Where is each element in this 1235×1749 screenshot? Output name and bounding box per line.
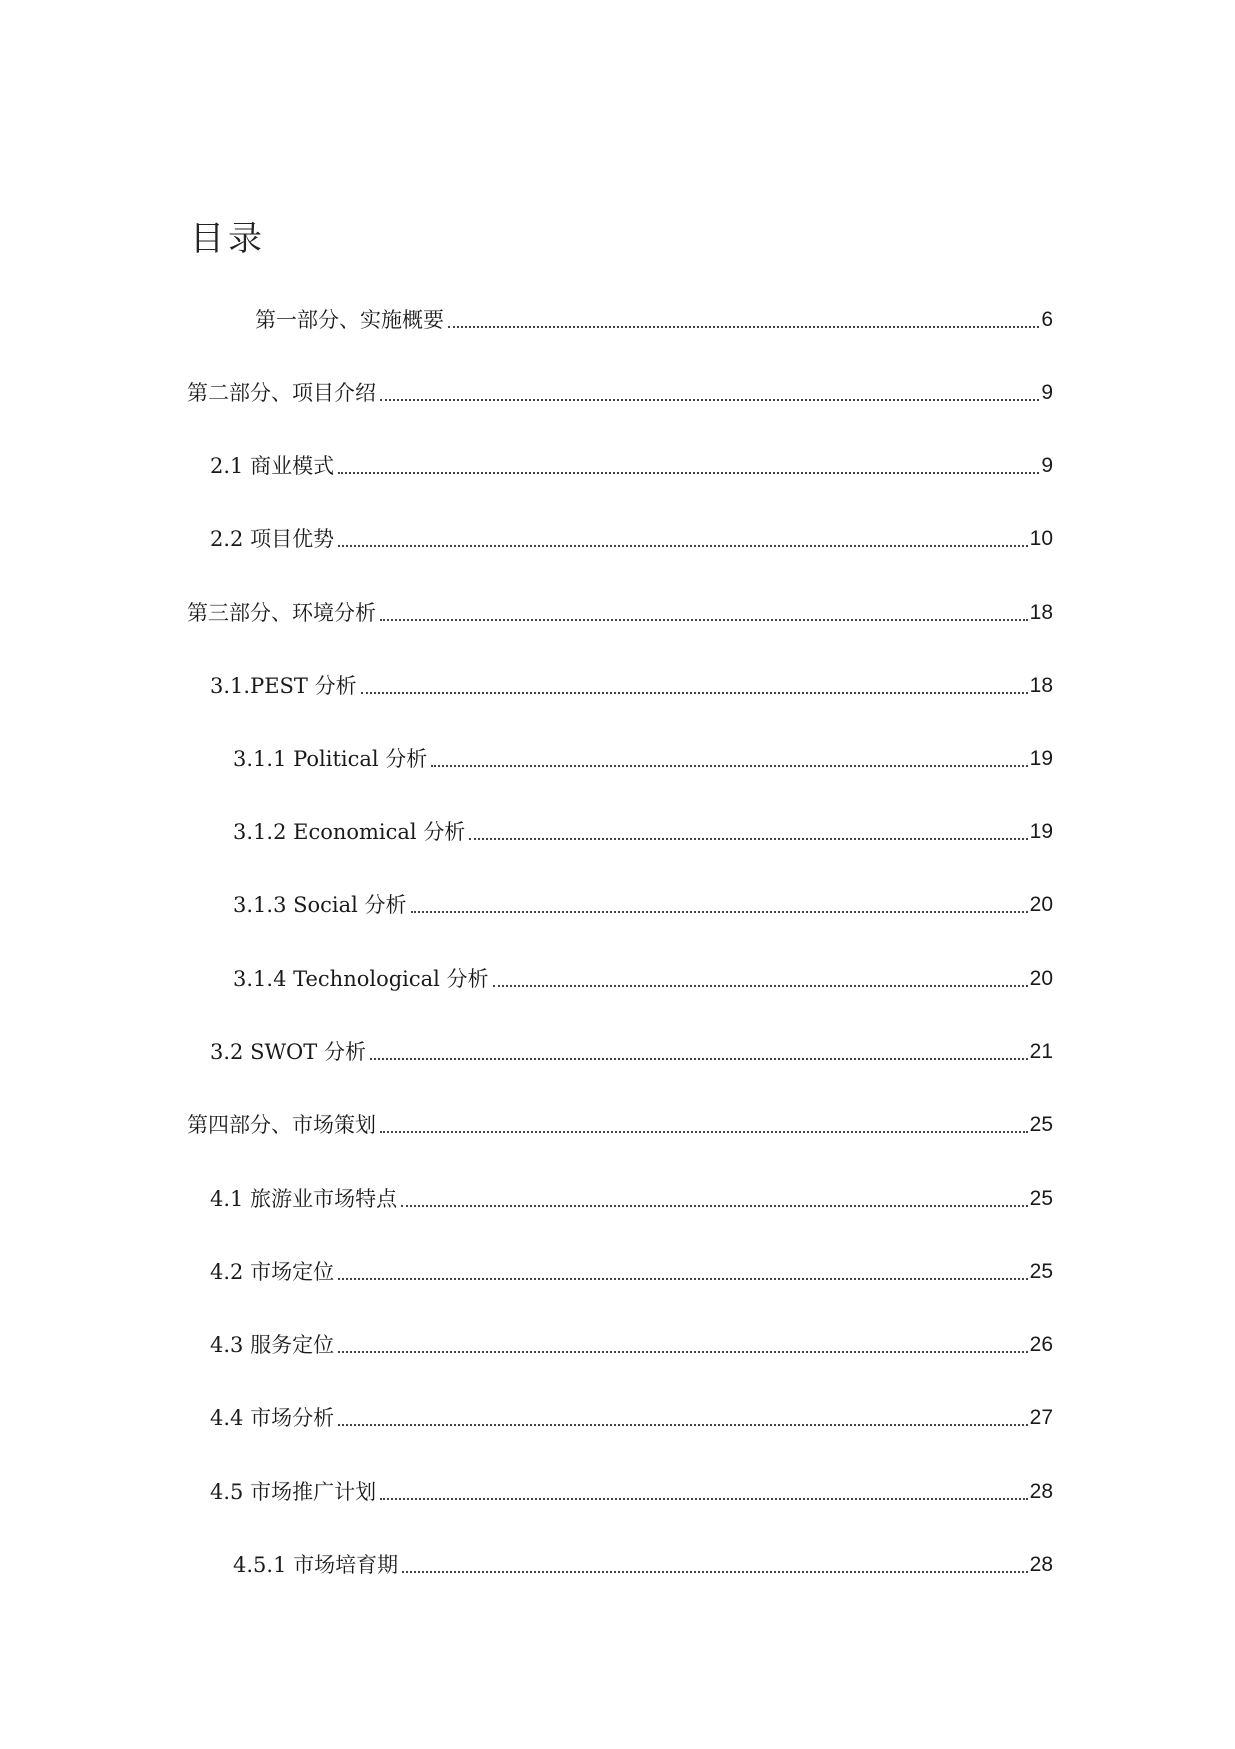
dot-leader <box>380 1477 1028 1507</box>
toc-entry-page: 28 <box>1029 1553 1053 1576</box>
toc-entry-label: 3.1.4 Technological 分析 <box>233 967 489 991</box>
dot-leader <box>370 1037 1028 1067</box>
toc-entry-page: 19 <box>1029 820 1053 843</box>
toc-entry-page: 10 <box>1029 527 1053 550</box>
toc-entry-page: 26 <box>1029 1333 1053 1356</box>
toc-entry-label: 4.4 市场分析 <box>210 1406 335 1430</box>
toc-entry-3-1[interactable] <box>210 671 1053 701</box>
toc-entry-label: 4.3 服务定位 <box>210 1333 335 1357</box>
toc-entry-page: 25 <box>1029 1187 1053 1210</box>
dot-leader <box>380 378 1039 408</box>
dot-leader <box>380 598 1028 628</box>
toc-entry-page: 21 <box>1029 1040 1053 1063</box>
toc-entry-4-5[interactable] <box>210 1477 1053 1507</box>
toc-entry-4-1[interactable] <box>210 1184 1053 1214</box>
toc-entry-page: 28 <box>1029 1480 1053 1503</box>
dot-leader <box>338 1257 1028 1287</box>
toc-entry-page: 20 <box>1029 893 1053 916</box>
dot-leader <box>469 817 1027 847</box>
toc-entry-label: 3.1.3 Social 分析 <box>233 893 407 917</box>
dot-leader <box>338 1330 1028 1360</box>
toc-entry-3-1-3[interactable] <box>233 890 1053 920</box>
dot-leader <box>493 964 1028 994</box>
toc-entry-label: 4.5 市场推广计划 <box>210 1480 377 1504</box>
dot-leader <box>431 744 1027 774</box>
toc-entry-label: 2.1 商业模式 <box>210 454 335 478</box>
toc-entry-part-2[interactable] <box>187 378 1053 408</box>
toc-entry-label: 3.1.PEST 分析 <box>210 674 357 698</box>
toc-entry-part-4[interactable] <box>187 1110 1053 1140</box>
toc-entry-label: 3.2 SWOT 分析 <box>210 1040 366 1064</box>
toc-entry-3-2[interactable] <box>210 1037 1053 1067</box>
toc-entry-label: 第二部分、项目介绍 <box>187 381 376 405</box>
toc-entry-page: 18 <box>1029 674 1053 697</box>
dot-leader <box>401 1184 1028 1214</box>
toc-entry-page: 27 <box>1029 1406 1053 1429</box>
toc-entry-page: 18 <box>1029 601 1053 624</box>
dot-leader <box>361 671 1028 701</box>
toc-entry-page: 25 <box>1029 1113 1053 1136</box>
toc-entry-label: 第一部分、实施概要 <box>255 308 444 332</box>
dot-leader <box>338 451 1039 481</box>
toc-entry-part-3[interactable] <box>187 598 1053 628</box>
dot-leader <box>411 890 1028 920</box>
toc-entry-label: 4.5.1 市场培育期 <box>233 1553 399 1577</box>
toc-entry-3-1-4[interactable] <box>233 964 1053 994</box>
toc-entry-4-2[interactable] <box>210 1257 1053 1287</box>
dot-leader <box>338 524 1028 554</box>
toc-entry-4-3[interactable] <box>210 1330 1053 1360</box>
toc-entry-page: 25 <box>1029 1260 1053 1283</box>
toc-entry-label: 第四部分、市场策划 <box>187 1113 376 1137</box>
toc-entry-label: 第三部分、环境分析 <box>187 601 376 625</box>
toc-entry-4-5-1[interactable] <box>233 1550 1053 1580</box>
toc-entry-page: 20 <box>1029 967 1053 990</box>
toc-entry-3-1-2[interactable] <box>233 817 1053 847</box>
toc-entry-4-4[interactable] <box>210 1403 1053 1433</box>
toc-entry-2-1[interactable] <box>210 451 1053 481</box>
toc-entry-page: 19 <box>1029 747 1053 770</box>
dot-leader <box>402 1550 1028 1580</box>
toc-entry-page: 9 <box>1041 454 1053 477</box>
dot-leader <box>338 1403 1028 1433</box>
toc-entry-3-1-1[interactable] <box>233 744 1053 774</box>
toc-entry-label: 3.1.2 Economical 分析 <box>233 820 466 844</box>
dot-leader <box>448 305 1039 335</box>
toc-entry-label: 2.2 项目优势 <box>210 527 335 551</box>
toc-entry-label: 3.1.1 Political 分析 <box>233 747 428 771</box>
toc-entry-label: 4.1 旅游业市场特点 <box>210 1187 398 1211</box>
toc-entry-label: 4.2 市场定位 <box>210 1260 335 1284</box>
toc-entry-page: 9 <box>1041 381 1053 404</box>
toc-entry-page: 6 <box>1041 308 1053 331</box>
dot-leader <box>380 1110 1028 1140</box>
toc-entry-2-2[interactable] <box>210 524 1053 554</box>
toc-entry-part-1[interactable] <box>255 305 1053 335</box>
toc-title: 目录 <box>190 219 266 259</box>
